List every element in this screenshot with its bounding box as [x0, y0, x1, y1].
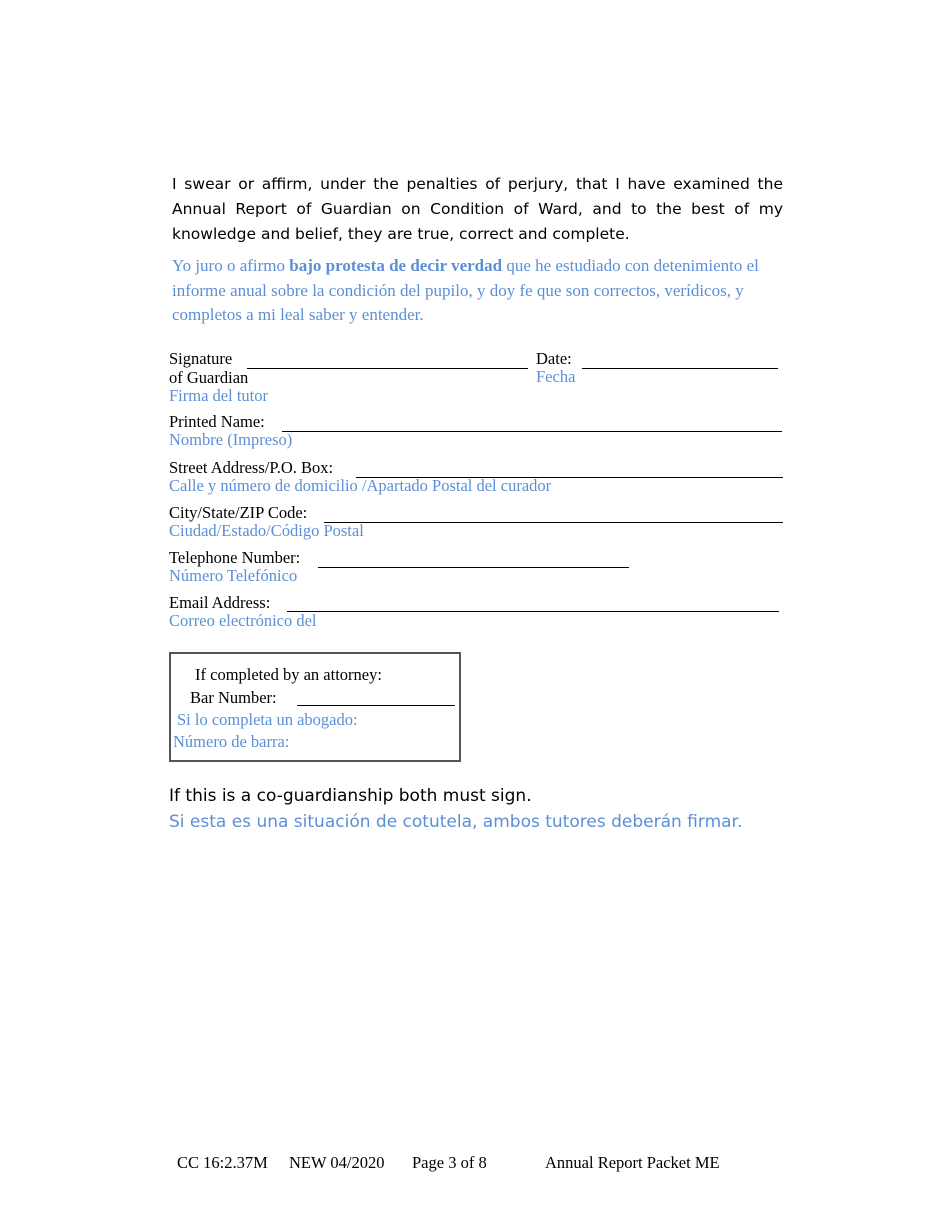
bar-number-field[interactable] — [297, 705, 455, 706]
oath-spanish-suffix: que he estudiado con detenimiento el informe anual sobre la condición del pupilo, y doy fe que son correctos, verídicos, y completos a mi leal saber y entender. — [172, 256, 759, 324]
oath-english: I swear or affirm, under the penalties of perjury, that I have examined the Annual Report of Guardian on Condition of Ward, and to the best of my knowledge and belief, they are true, correct and complete. — [172, 175, 783, 243]
date-label: Date: — [536, 349, 572, 368]
street-address-label-spanish: Calle y número de domicilio /Apartado Postal del curador — [169, 476, 552, 495]
city-state-zip-label-spanish: Ciudad/Estado/Código Postal — [169, 521, 364, 540]
email-label-spanish: Correo electrónico del — [169, 611, 317, 630]
signature-label-spanish: Firma del tutor — [169, 386, 268, 405]
telephone-label-spanish: Número Telefónico — [169, 566, 298, 585]
city-state-zip-label: City/State/ZIP Code: — [169, 503, 308, 522]
attorney-heading: If completed by an attorney: — [195, 665, 382, 684]
footer-page-number: Page 3 of 8 — [412, 1153, 487, 1172]
footer-packet-name: Annual Report Packet ME — [545, 1153, 720, 1172]
printed-name-label: Printed Name: — [169, 412, 265, 431]
street-address-field[interactable] — [356, 477, 783, 478]
date-field[interactable] — [582, 368, 778, 369]
city-state-zip-field[interactable] — [324, 522, 783, 523]
street-address-label: Street Address/P.O. Box: — [169, 458, 334, 477]
email-field[interactable] — [287, 611, 779, 612]
printed-name-field[interactable] — [282, 431, 782, 432]
email-label: Email Address: — [169, 593, 271, 612]
coguardianship-note-spanish: Si esta es una situación de cotutela, ambos tutores deberán firmar. — [169, 812, 743, 832]
bar-number-label-spanish: Número de barra: — [173, 732, 290, 751]
oath-spanish-prefix: Yo juro o afirmo — [172, 256, 290, 275]
printed-name-label-spanish: Nombre (Impreso) — [169, 430, 293, 449]
telephone-field[interactable] — [318, 567, 629, 568]
date-label-spanish: Fecha — [536, 367, 576, 386]
telephone-label: Telephone Number: — [169, 548, 301, 567]
attorney-heading-spanish: Si lo completa un abogado: — [177, 710, 358, 729]
oath-spanish-bold: bajo protesta de decir verdad — [289, 256, 503, 275]
signature-label: Signature — [169, 349, 233, 368]
coguardianship-note: If this is a co-guardianship both must sign. — [169, 786, 532, 806]
bar-number-label: Bar Number: — [190, 688, 277, 707]
oath-spanish — [172, 254, 783, 328]
signature-field[interactable] — [247, 368, 528, 369]
footer-form-code: CC 16:2.37M — [177, 1153, 268, 1172]
attorney-box — [169, 652, 461, 762]
footer-revision: NEW 04/2020 — [289, 1153, 385, 1172]
signature-label-line2: of Guardian — [169, 368, 249, 387]
